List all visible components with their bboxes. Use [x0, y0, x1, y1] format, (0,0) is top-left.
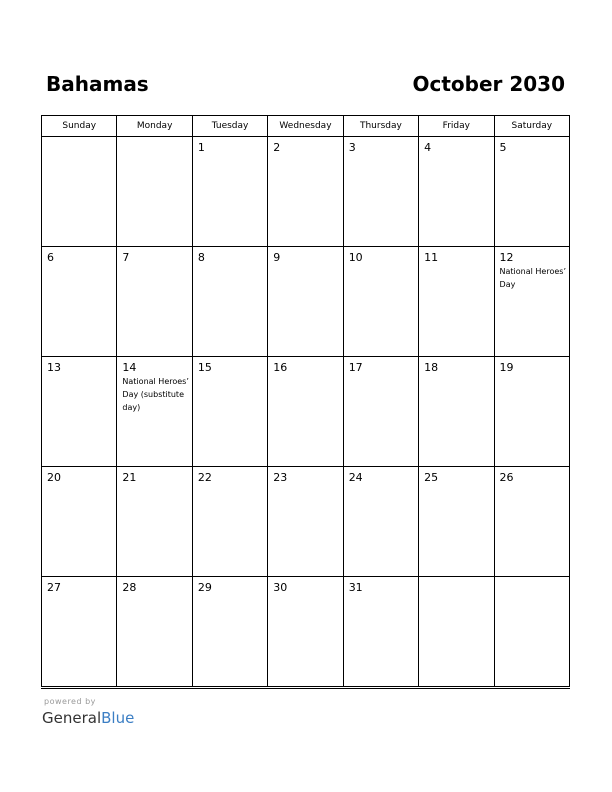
- day-cell: [494, 577, 569, 687]
- brand-general-text: General: [42, 709, 102, 727]
- day-cell: [343, 137, 418, 247]
- day-number: 15: [197, 361, 212, 374]
- calendar-week-row: [42, 247, 570, 357]
- day-cell: [343, 357, 418, 467]
- day-cell: [117, 577, 192, 687]
- day-cell: [494, 467, 569, 577]
- day-number: 23: [273, 471, 288, 484]
- day-number: 27: [47, 581, 61, 594]
- day-number: 9: [273, 251, 281, 264]
- day-cell: [268, 357, 343, 467]
- weekday-header: Monday: [117, 116, 192, 137]
- day-cell: [42, 467, 117, 577]
- day-number: 11: [424, 251, 439, 264]
- weekday-header: Sunday: [42, 116, 117, 137]
- day-cell: [343, 577, 418, 687]
- generalblue-logo[interactable]: [42, 708, 134, 728]
- weekday-header: Saturday: [494, 116, 569, 137]
- weekday-header: Tuesday: [192, 116, 267, 137]
- day-cell: [192, 247, 267, 357]
- day-number: 28: [122, 581, 137, 594]
- day-number: 3: [348, 141, 356, 154]
- footer-divider: [41, 688, 570, 689]
- day-cell: [117, 467, 192, 577]
- day-number: 6: [47, 251, 54, 264]
- weekday-header: Wednesday: [268, 116, 343, 137]
- day-cell: [343, 467, 418, 577]
- day-cell: [117, 137, 192, 247]
- day-cell: [419, 577, 494, 687]
- calendar-week-row: [42, 137, 570, 247]
- holiday-label: National Heroes’ Day: [499, 267, 566, 289]
- day-cell: [268, 467, 343, 577]
- day-number: 10: [348, 251, 363, 264]
- day-cell: [419, 137, 494, 247]
- day-number: 4: [424, 141, 432, 154]
- day-number: 5: [499, 141, 507, 154]
- day-number: 17: [348, 361, 363, 374]
- calendar-grid: [41, 115, 570, 687]
- day-number: 22: [197, 471, 212, 484]
- day-cell: [268, 577, 343, 687]
- day-cell: [42, 577, 117, 687]
- day-cell: [42, 357, 117, 467]
- day-cell: [117, 247, 192, 357]
- day-cell: [117, 357, 192, 467]
- weekday-header: Friday: [419, 116, 494, 137]
- day-cell: [343, 247, 418, 357]
- calendar-week-row: [42, 467, 570, 577]
- day-number: 30: [273, 581, 288, 594]
- day-number: 2: [273, 141, 281, 154]
- day-cell: [268, 247, 343, 357]
- day-number: 26: [499, 471, 514, 484]
- day-cell: [192, 467, 267, 577]
- month-year-title: October 2030: [412, 72, 565, 96]
- day-number: 19: [499, 361, 514, 374]
- brand-blue-text: Blue: [101, 709, 135, 727]
- day-number: 14: [122, 361, 137, 374]
- day-cell: [494, 137, 569, 247]
- day-cell: [192, 577, 267, 687]
- day-number: 7: [122, 251, 130, 264]
- day-cell: [42, 247, 117, 357]
- weekday-header-row: [42, 116, 570, 137]
- day-number: 1: [197, 141, 205, 154]
- day-cell: [494, 357, 569, 467]
- day-cell: [494, 247, 569, 357]
- day-cell: [419, 467, 494, 577]
- day-number: 29: [197, 581, 212, 594]
- calendar-week-row: [42, 577, 570, 687]
- day-number: 16: [273, 361, 288, 374]
- day-cell: [419, 357, 494, 467]
- day-cell: [192, 137, 267, 247]
- day-cell: [268, 137, 343, 247]
- day-number: 25: [424, 471, 439, 484]
- day-number: 12: [499, 251, 514, 264]
- day-number: 31: [348, 581, 363, 594]
- day-number: 8: [197, 251, 205, 264]
- calendar-week-row: [42, 357, 570, 467]
- day-cell: [42, 137, 117, 247]
- day-number: 20: [47, 471, 61, 484]
- powered-by-label: powered by: [44, 697, 96, 706]
- day-number: 21: [122, 471, 137, 484]
- day-number: 13: [47, 361, 61, 374]
- day-number: 18: [424, 361, 439, 374]
- day-cell: [419, 247, 494, 357]
- country-title: Bahamas: [46, 72, 149, 96]
- day-number: 24: [348, 471, 363, 484]
- day-cell: [192, 357, 267, 467]
- weekday-header: Thursday: [343, 116, 418, 137]
- holiday-label: National Heroes’ Day (substitute day): [122, 377, 189, 412]
